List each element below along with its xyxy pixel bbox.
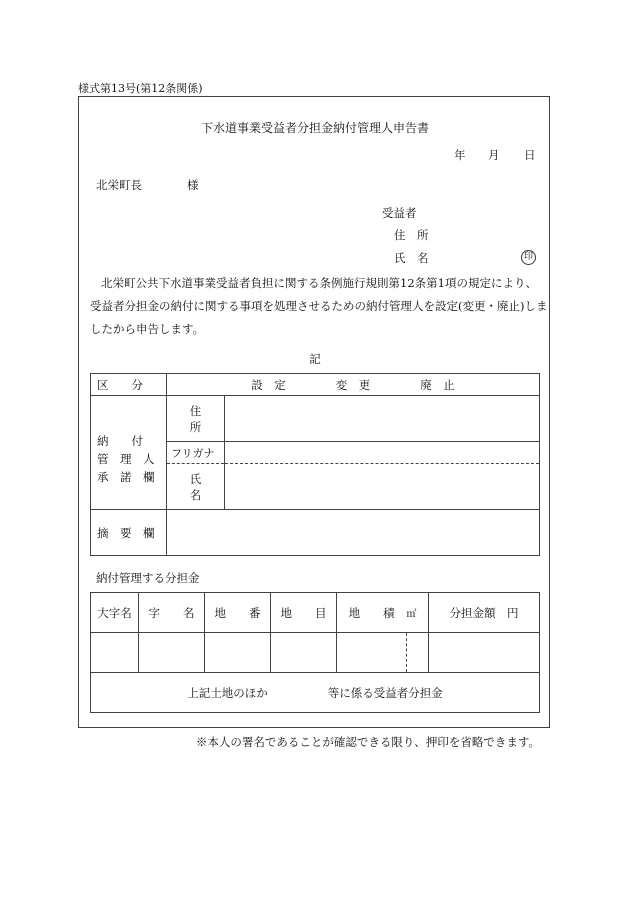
header-aza: 字 名 xyxy=(139,593,205,633)
applicant-address-label: 住 所 xyxy=(394,228,429,242)
charge-table xyxy=(90,592,540,713)
remarks-field[interactable] xyxy=(167,510,540,556)
seal-mark: 印 xyxy=(521,250,536,265)
footer-right: 等に係る受益者分担金 xyxy=(327,685,443,700)
option-abolish: 廃 止 xyxy=(420,377,455,392)
option-set: 設 定 xyxy=(251,377,286,392)
applicant-name-label: 氏 名 xyxy=(394,251,429,265)
group-label-line1: 納 付 xyxy=(97,433,143,448)
remarks-label: 摘 要 欄 xyxy=(91,510,167,556)
body-paragraph xyxy=(90,272,548,341)
manager-group-label xyxy=(91,396,167,510)
cell-chiseki[interactable] xyxy=(337,633,429,673)
section2-title: 納付管理する分担金 xyxy=(96,571,200,585)
footer-row xyxy=(91,673,540,713)
header-chimoku: 地 目 xyxy=(271,593,337,633)
cell-chiban[interactable] xyxy=(205,633,271,673)
area-unit: ㎡ xyxy=(406,608,417,620)
date-month: 月 xyxy=(488,148,500,162)
furigana-field[interactable] xyxy=(225,442,540,464)
header-chiseki: 地 積 ㎡ xyxy=(337,593,429,633)
header-chiban: 地 番 xyxy=(205,593,271,633)
applicant-label: 受益者 xyxy=(382,206,417,220)
kubun-header: 区 分 xyxy=(91,374,167,396)
manager-table xyxy=(90,373,540,556)
furigana-label: フリガナ xyxy=(167,442,225,464)
address-field[interactable] xyxy=(225,396,540,442)
document-title: 下水道事業受益者分担金納付管理人申告書 xyxy=(200,121,429,135)
addressee-name: 北栄町長 xyxy=(96,178,142,192)
options-header xyxy=(167,374,540,396)
footer-left: 上記土地のほか xyxy=(187,685,268,700)
date-year: 年 xyxy=(454,148,466,162)
group-label-line3: 承 諾 欄 xyxy=(97,469,155,484)
cell-aza[interactable] xyxy=(139,633,205,673)
area-decimal-divider xyxy=(406,633,407,672)
address-label: 住 所 xyxy=(167,396,225,442)
ki-heading: 記 xyxy=(309,352,321,366)
date-day: 日 xyxy=(524,148,536,162)
body-text: 北栄町公共下水道事業受益者負担に関する条例施行規則第12条第1項の規定により、受益者分担金の納付に関する事項を処理させるための納付管理人を設定(変更・廃止)しましたから申告します。 xyxy=(90,276,548,336)
header-amount: 分担金額 円 xyxy=(429,593,540,633)
form-number: 様式第13号(第12条関係) xyxy=(78,82,203,95)
footnote: ※本人の署名であることが確認できる限り、押印を省略できます。 xyxy=(195,735,540,749)
cell-chimoku[interactable] xyxy=(271,633,337,673)
group-label-line2: 管 理 人 xyxy=(97,451,155,466)
name-label: 氏 名 xyxy=(167,464,225,510)
name-field[interactable] xyxy=(225,464,540,510)
addressee-honorific: 様 xyxy=(187,178,199,192)
cell-oaza[interactable] xyxy=(91,633,139,673)
option-change: 変 更 xyxy=(335,377,371,392)
cell-amount[interactable] xyxy=(429,633,540,673)
header-oaza: 大字名 xyxy=(91,593,139,633)
